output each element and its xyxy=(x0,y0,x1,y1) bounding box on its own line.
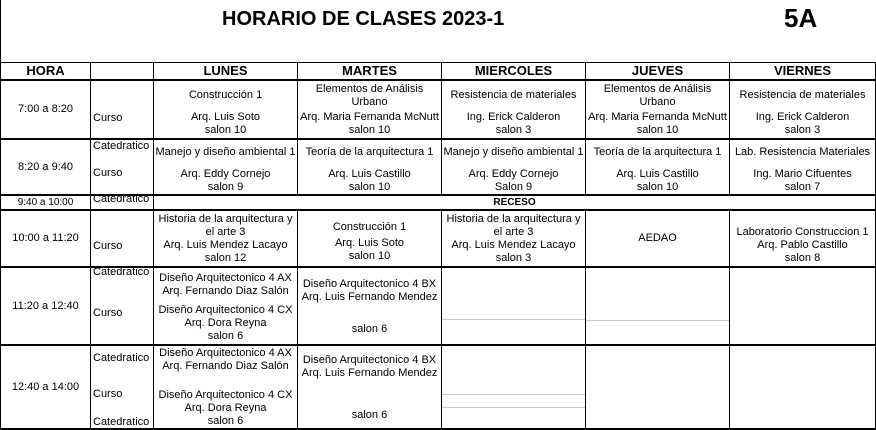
course-name: Construcción 1 xyxy=(332,221,407,233)
teacher-name-2: Arq. Dora Reyna xyxy=(184,402,267,414)
recess-label: RECESO xyxy=(154,195,876,210)
course-name: Manejo y diseño ambiental 1 xyxy=(155,146,296,158)
class-cell-miercoles xyxy=(442,80,586,139)
course-name: Teoría de la arquitectura 1 xyxy=(593,146,722,158)
teacher-name: Arq. Luis Fernando Mendez xyxy=(301,366,438,379)
teacher-name: Ing. Erick Calderon xyxy=(466,111,561,123)
col-header-jueves: JUEVES xyxy=(586,63,730,81)
class-cell-viernes xyxy=(730,267,876,345)
room: salon 10 xyxy=(636,181,679,193)
teacher-name: Arq. Luis Castillo xyxy=(616,168,699,180)
course-name: Diseño Arquitectonico 4 AX xyxy=(159,347,292,359)
divider xyxy=(442,407,585,408)
divider xyxy=(586,320,729,321)
teacher-name: Arq. Eddy Cornejo xyxy=(180,168,271,180)
page-title: HORARIO DE CLASES 2023-1 xyxy=(222,8,505,30)
course-name-cont: el arte 3 xyxy=(205,226,246,238)
room: salon 10 xyxy=(348,124,391,136)
class-cell-lunes xyxy=(154,210,298,267)
course-name: Diseño Arquitectonico 4 AX xyxy=(159,271,292,284)
label-curso: Curso xyxy=(93,167,123,179)
class-cell-viernes xyxy=(730,210,876,267)
teacher-name: Arq. Luis Mendez Lacayo xyxy=(451,239,576,251)
course-name-cont: Urbano xyxy=(639,96,676,108)
divider xyxy=(442,394,585,395)
teacher-name: Arq. Luis Soto xyxy=(334,237,405,249)
col-header-label xyxy=(91,63,154,81)
class-cell-martes xyxy=(298,139,442,195)
time-cell: 9:40 a 10:00 xyxy=(1,195,91,210)
col-header-hora: HORA xyxy=(1,63,91,81)
label-curso: Curso xyxy=(93,111,123,124)
label-catedratico: Catedratico xyxy=(93,265,150,278)
room: salon 6 xyxy=(207,415,244,427)
time-cell: 7:00 a 8:20 xyxy=(1,80,91,139)
class-cell-miercoles xyxy=(442,345,586,429)
col-header-martes: MARTES xyxy=(298,63,442,81)
room: salon 8 xyxy=(784,252,821,264)
room: salon 10 xyxy=(204,124,247,136)
divider xyxy=(442,319,585,320)
teacher-name: Arq. Pablo Castillo xyxy=(757,239,848,251)
class-cell-lunes xyxy=(154,80,298,139)
course-name: AEDAO xyxy=(638,232,677,244)
room: salon 6 xyxy=(351,408,388,421)
teacher-name: Arq. Fernando Diaz Salón xyxy=(162,284,289,297)
course-name: Lab. Resistencia Materiales xyxy=(734,146,871,158)
course-name: Elementos de Análisis xyxy=(315,83,424,95)
room: salon 10 xyxy=(348,181,391,193)
course-name-cont: el arte 3 xyxy=(493,226,534,238)
room: salon 6 xyxy=(207,329,244,342)
teacher-name: Arq. Eddy Cornejo xyxy=(468,168,559,180)
label-curso: Curso xyxy=(93,307,123,319)
course-name: Resistencia de materiales xyxy=(450,89,577,101)
course-name-2: Diseño Arquitectonico 4 CX xyxy=(158,303,293,316)
class-cell-martes xyxy=(298,267,442,345)
teacher-name: Ing. Erick Calderon xyxy=(755,111,850,123)
room: Salon 9 xyxy=(494,181,533,193)
room: salon 3 xyxy=(784,124,821,136)
room: salon 10 xyxy=(636,124,679,136)
col-header-lunes: LUNES xyxy=(154,63,298,81)
room: salon 9 xyxy=(207,181,244,193)
course-name: Construcción 1 xyxy=(188,89,263,101)
time-cell: 12:40 a 14:00 xyxy=(1,345,91,429)
teacher-name: Arq. Maria Fernanda McNutt xyxy=(300,111,439,123)
header-row xyxy=(1,63,876,81)
course-name: Elementos de Análisis xyxy=(603,83,712,95)
class-cell-lunes xyxy=(154,139,298,195)
label-curso: Curso xyxy=(93,388,123,400)
col-header-miercoles: MIERCOLES xyxy=(442,63,586,81)
class-cell-martes xyxy=(298,210,442,267)
course-name: Diseño Arquitectonico 4 BX xyxy=(302,278,437,290)
room: salon 10 xyxy=(348,250,391,262)
class-cell-jueves xyxy=(586,139,730,195)
course-name: Historia de la arquitectura y xyxy=(158,213,293,225)
class-cell-lunes xyxy=(154,267,298,345)
table-row xyxy=(1,80,876,139)
schedule-table xyxy=(0,62,876,430)
teacher-name: Arq. Luis Fernando Mendez xyxy=(301,291,438,303)
time-cell: 8:20 a 9:40 xyxy=(1,139,91,195)
time-cell: 11:20 a 12:40 xyxy=(1,267,91,345)
class-cell-jueves xyxy=(586,80,730,139)
teacher-name: Arq. Fernando Diaz Salón xyxy=(162,360,289,372)
room: salon 7 xyxy=(784,181,821,193)
label-curso: Curso xyxy=(93,239,123,252)
row-labels xyxy=(91,210,154,278)
room: salon 3 xyxy=(495,124,532,136)
course-name-2: Diseño Arquitectonico 4 CX xyxy=(158,389,293,401)
class-cell-viernes xyxy=(730,139,876,195)
teacher-name: Ing. Mario Cifuentes xyxy=(753,168,852,180)
class-cell-jueves xyxy=(586,210,730,267)
table-row xyxy=(1,210,876,267)
course-name: Laboratorio Construccion 1 xyxy=(736,226,869,238)
col-header-viernes: VIERNES xyxy=(730,63,876,81)
label-catedratico: Catedratico xyxy=(93,416,150,428)
table-row xyxy=(1,267,876,345)
class-cell-miercoles xyxy=(442,139,586,195)
row-labels xyxy=(91,80,154,152)
course-name: Resistencia de materiales xyxy=(739,89,866,101)
label-catedratico: Catedratico xyxy=(93,352,150,364)
class-cell-viernes xyxy=(730,80,876,139)
teacher-name: Arq. Luis Soto xyxy=(190,111,261,123)
room: salon 3 xyxy=(495,252,532,264)
left-border xyxy=(0,0,1,62)
teacher-name: Arq. Maria Fernanda McNutt xyxy=(588,111,727,123)
label-catedratico: Catedratico xyxy=(93,139,150,152)
class-cell-martes xyxy=(298,80,442,139)
class-cell-miercoles xyxy=(442,210,586,267)
room: salon 12 xyxy=(204,252,247,264)
course-name: Diseño Arquitectonico 4 BX xyxy=(302,353,437,366)
room: salon 6 xyxy=(351,323,388,335)
class-cell-lunes xyxy=(154,345,298,429)
course-name: Historia de la arquitectura y xyxy=(446,213,581,225)
course-name-cont: Urbano xyxy=(351,96,388,108)
class-cell-jueves xyxy=(586,267,730,345)
teacher-name: Arq. Luis Mendez Lacayo xyxy=(163,239,288,251)
class-cell-viernes xyxy=(730,345,876,429)
class-cell-jueves xyxy=(586,345,730,429)
teacher-name-2: Arq. Dora Reyna xyxy=(184,316,267,329)
group-label: 5A xyxy=(784,3,818,33)
course-name: Manejo y diseño ambiental 1 xyxy=(443,146,584,158)
class-cell-martes xyxy=(298,345,442,429)
teacher-name: Arq. Luis Castillo xyxy=(328,168,411,180)
course-name: Teoría de la arquitectura 1 xyxy=(305,146,434,158)
time-cell: 10:00 a 11:20 xyxy=(1,210,91,267)
label-catedratico: Catedratico xyxy=(93,193,150,205)
row-labels xyxy=(91,267,154,364)
class-cell-miercoles xyxy=(442,267,586,345)
